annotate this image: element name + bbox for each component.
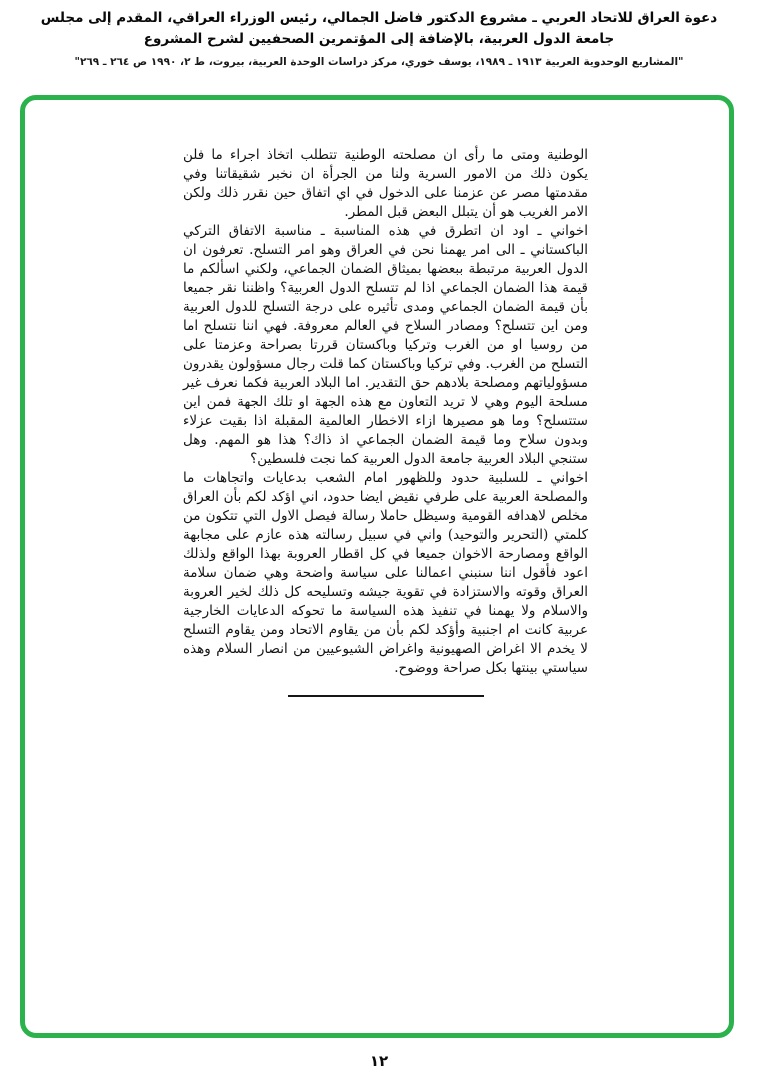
source-citation: "المشاريع الوحدوية العربية ١٩١٣ ـ ١٩٨٩، يوسف خوري، مركز دراسات الوحدة العربية، بيروت، ط ٢، ١٩٩٠ ص ٢٦٤ ـ ٢٦٩" xyxy=(74,56,684,68)
closing-divider xyxy=(288,695,484,697)
paragraph-2: اخواني ـ اود ان اتطرق في هذه المناسبة ـ مناسبة الاتفاق التركي الباكستاني ـ الى امر يهمنا نحن في العراق وهو امر التسلح. تعرفون ان الدول العربية مرتبطة ببعضها بميثاق الضمان الجماعي، ولكني اسألكم ما قيمة هذا الضمان الجماعي اذا لم تتسلح الدول العربية؟ واظننا نقر جميعا بأن قيمة الضمان الجماعي ومدى تأثيره على درجة التسلح للدول العربية ومن اين تتسلح؟ ومصادر السلاح في العالم معروفة. فهي اننا نتسلح اما من روسيا او من الغرب وتركيا وباكستان قررتا بصراحة وعزمتا على التسلح من الغرب. وفي تركيا وباكستان كما قلت رجال مسؤولون يقدرون مسؤولياتهم ومصلحة بلادهم حق التقدير. اما البلاد العربية فكما نعرف غير مسلحة اليوم وهي لا تريد التعاون مع هذه الجهة او تلك الجهة فمن اين ستتسلح؟ وما هو مصيرها ازاء الاخطار العالمية المقبلة اذا بقيت عزلاء وبدون سلاح وما قيمة الضمان الجماعي اذ ذاك؟ هذا هو المهم. وهل ستنجي البلاد العربية جامعة الدول العربية كما نجت فلسطين؟ xyxy=(183,223,588,467)
document-title: دعوة العراق للاتحاد العربي ـ مشروع الدكتور فاضل الجمالي، رئيس الوزراء العراقي، المقدم إلى مجلس جامعة الدول العربية، بالإضافة إلى المؤتمرين الصحفيين لشرح المشروع xyxy=(40,10,718,47)
paragraph-3: اخواني ـ للسلبية حدود وللظهور امام الشعب بدعايات واتجاهات ما والمصلحة العربية على طرفي نقيض ايضا حدود، اني اؤكد لكم بأن العراق مخلص لاهدافه القومية وسيظل حاملا رسالة فيصل الاول التي تتكون من كلمتي (التحرير والتوحيد) واني في سبيل رسالته هذه عازم على مجابهة الواقع ومصارحة الاخوان جميعا في كل اقطار العروبة بهذا الواقع ولذلك اعود فأقول اننا سنبني اعمالنا على سياسة واضحة وهي ضمان سلامة العراق وقوته والاستزادة في تقوية جيشه وتسليحه كل ذلك لخير العروبة والاسلام ولا يهمنا في تنفيذ هذه السياسة ما تحوكه الدعايات الخارجية عربية كانت ام اجنبية وأؤكد لكم بأن من يقاوم الاتحاد ومن يقاوم التسلح لا يخدم الا اغراض الصهيونية واغراض الشيوعيين من انصار السلام وهذه سياستي بينتها بكل صراحة ووضوح. xyxy=(183,470,588,676)
body-text xyxy=(183,146,588,697)
page-number: ١٢ xyxy=(369,1052,389,1070)
document-header xyxy=(0,0,758,69)
content-frame xyxy=(20,95,734,1038)
paragraph-1: الوطنية ومتى ما رأى ان مصلحته الوطنية تتطلب اتخاذ اجراء ما فلن يكون ذلك من الامور السرية ولنا من الجرأة ان نخبر شقيقاتنا وفي مقدمتها مصر عن عزمنا على الدخول في اي اتفاق حين نقرر ذلك ولكن الامر الغريب هو أن يتبلل البعض قبل المطر. xyxy=(183,147,588,220)
page-footer xyxy=(0,1051,758,1070)
